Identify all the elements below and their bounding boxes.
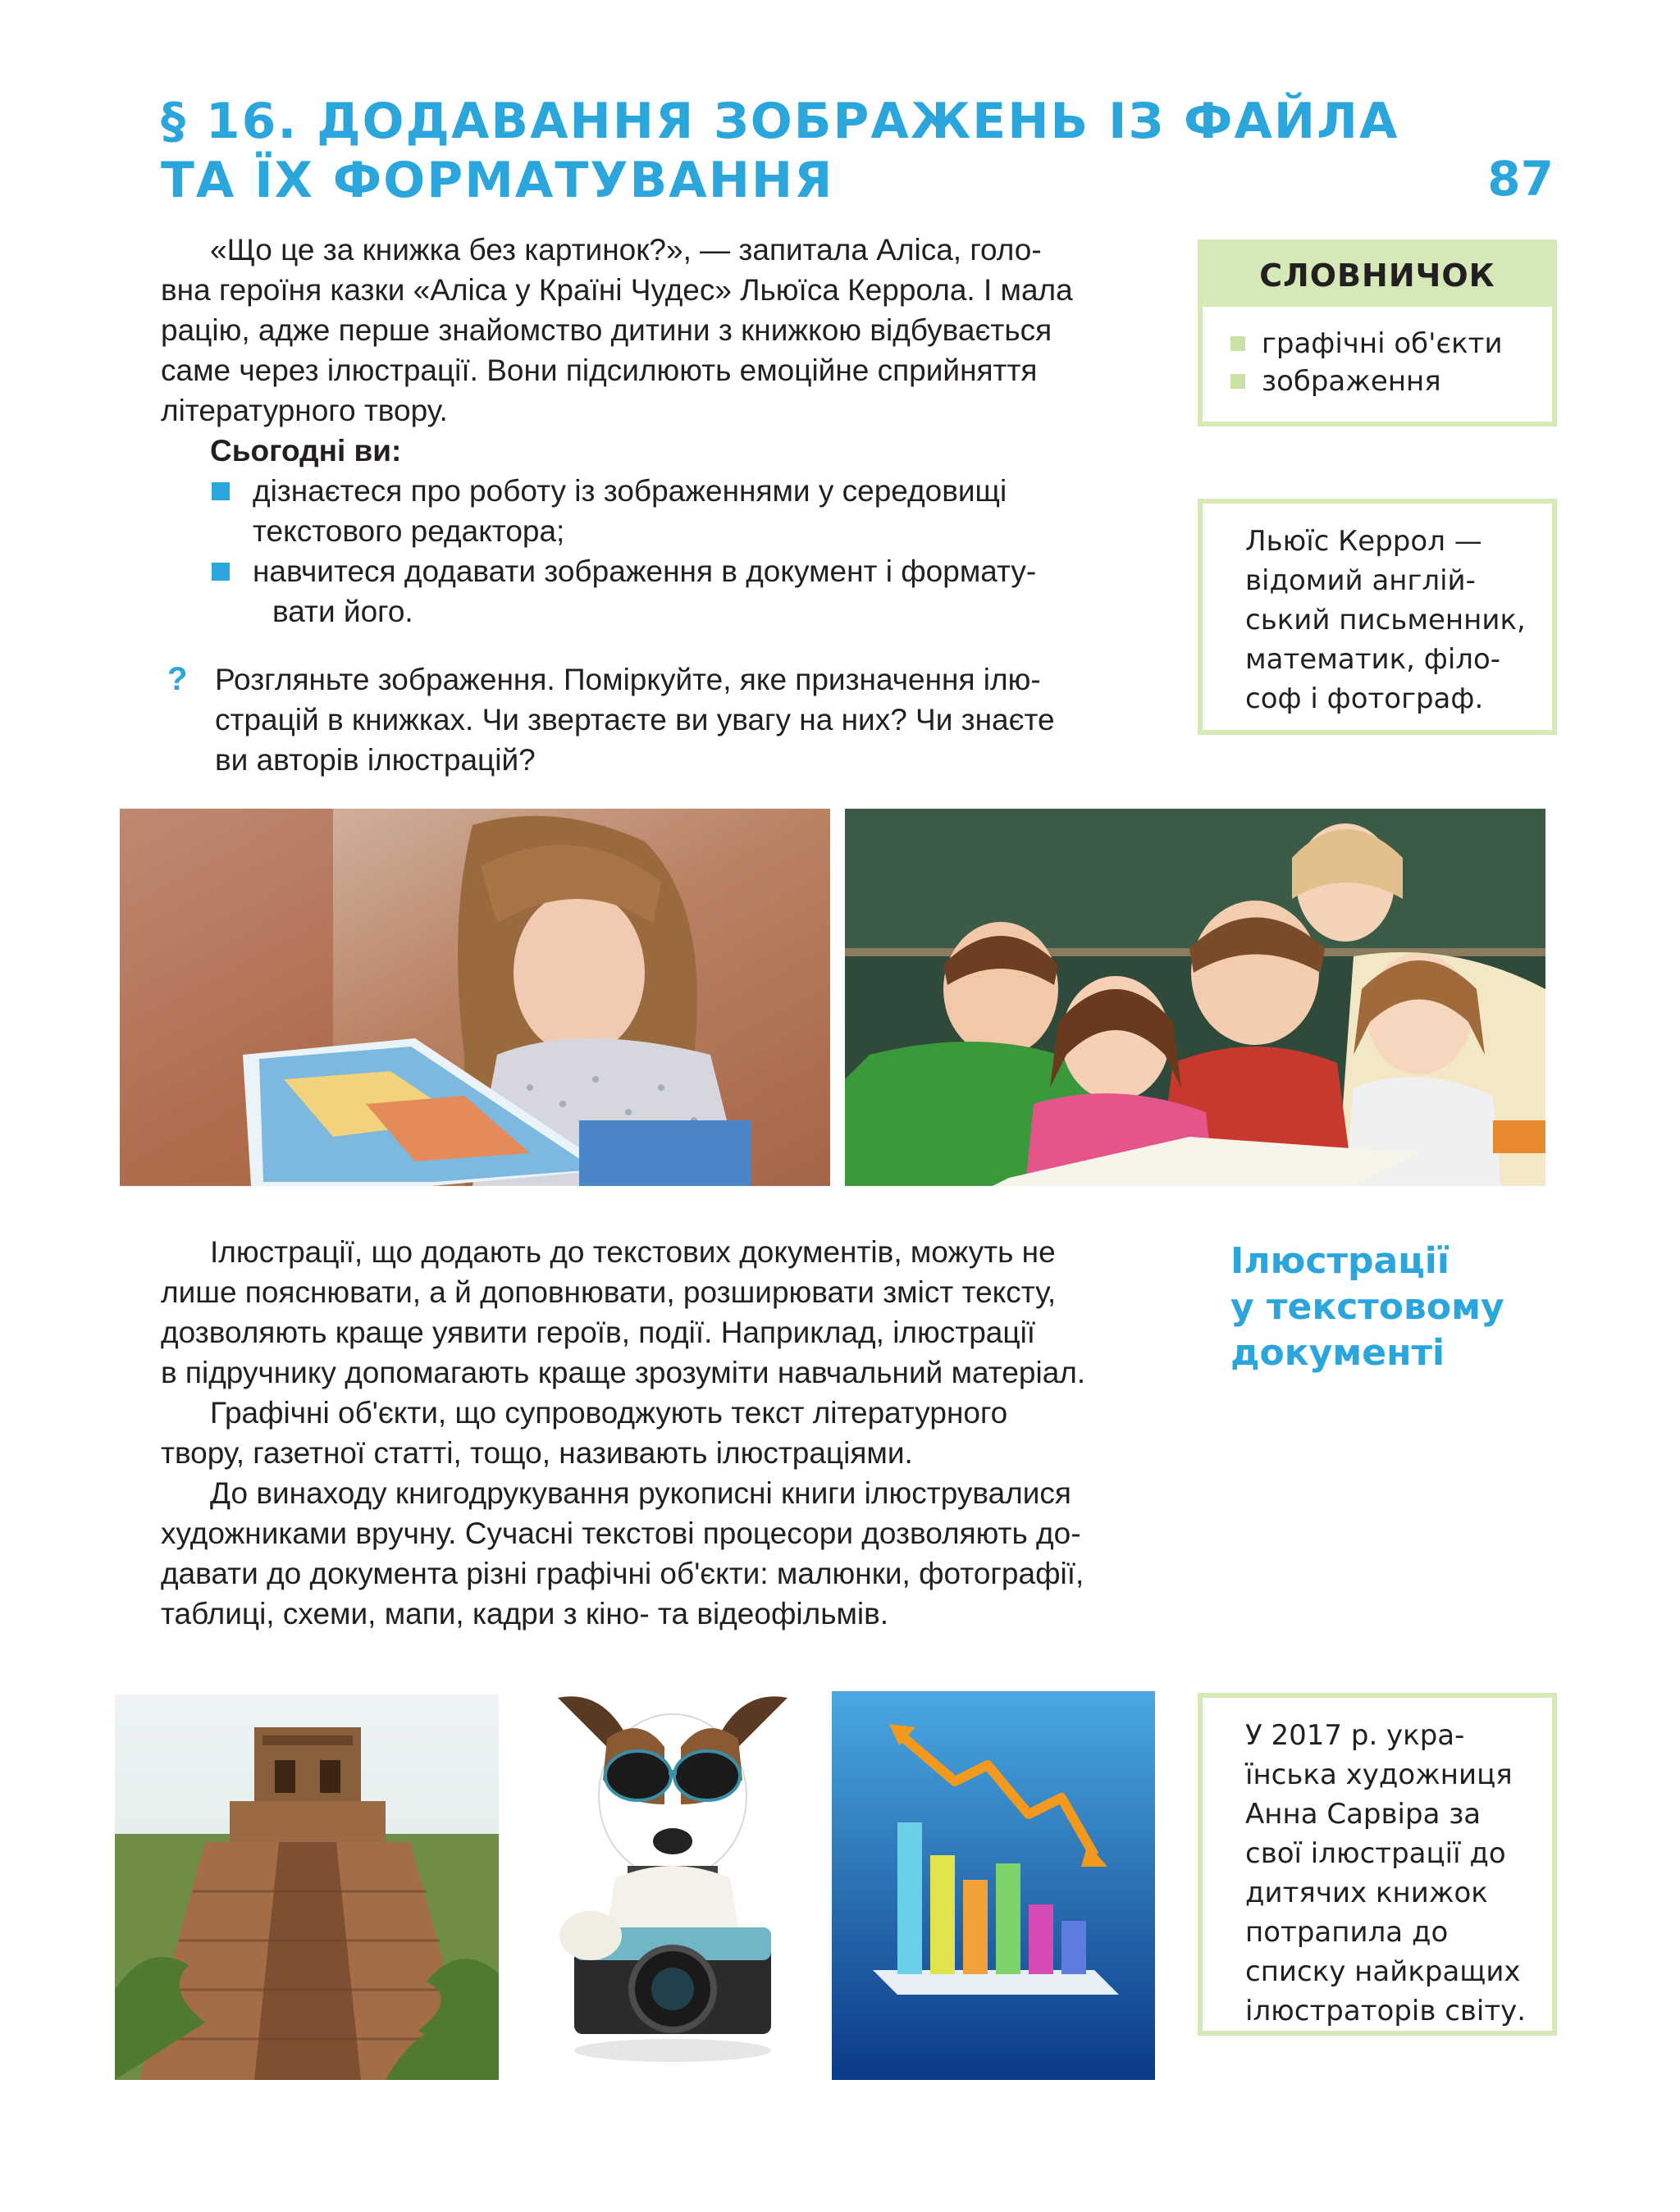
text-line: літературного твору. [161,394,448,427]
text-line: ви авторів ілюстрацій? [215,743,536,777]
text-line: страцій в книжках. Чи звертаєте ви увагу на них? Чи знаєте [215,703,1055,737]
text-line: Графічні об'єкти, що супроводжують текст літературного [210,1396,1008,1430]
text-line: таблиці, схеми, мапи, кадри з кіно- та відеофільмів. [161,1597,889,1630]
text-line: художниками вручну. Сучасні текстові процесори дозволяють до- [161,1516,1081,1550]
sarvira-note: У 2017 р. укра- їнська художниця Анна Сарвіра за свої ілюстрації до дитячих книжок потрапила до списку найкращих ілюстраторів світу. [1198,1693,1557,2036]
bullet-square-icon [1230,374,1245,389]
carroll-note: Льюїс Керрол — відомий англій- ський письменник, математик, філо- соф і фотограф. [1198,499,1557,735]
photo-dog-camera [541,1681,804,2064]
text-line: «Що це за книжка без картинок?», — запитала Аліса, голо- [210,233,1042,267]
photo-pyramid [115,1694,499,2080]
text-line: в підручнику допомагають краще зрозуміти навчальний матеріал. [161,1356,1086,1389]
goal-item: дізнаєтеся про роботу із зображеннями у середовищі текстового редактора; [161,471,1153,551]
photo-bar-chart [832,1691,1155,2080]
page-number: 87 [1487,151,1554,207]
glossary-item: графічні об'єкти [1230,325,1552,363]
text-line: вна героїня казки «Аліса у Країні Чудес» Льюїса Керрола. І мала [161,273,1073,307]
section-text [161,1232,1153,1634]
text-line: твору, газетної статті, тощо, називають ілюстраціями. [161,1436,913,1470]
question-mark-icon: ? [167,661,188,697]
glossary-item: зображення [1230,363,1552,400]
text-line: До винаходу книгодрукування рукописні книги ілюструвалися [210,1476,1071,1510]
bullet-square-icon [212,563,230,581]
text-line: рацію, адже перше знайомство дитини з книжкою відбувається [161,313,1052,347]
text-line: дозволяють краще уявити героїв, події. Наприклад, ілюстрації [161,1316,1036,1349]
text-line: давати до документа різні графічні об'єкти: малюнки, фотографії, [161,1557,1084,1590]
chapter-title-line-1: § 16. ДОДАВАННЯ ЗОБРАЖЕНЬ ІЗ ФАЙЛА [161,93,1399,150]
photo-girl-reading [120,809,830,1186]
today-heading: Сьогодні ви: [210,434,402,467]
chapter-title [161,92,1399,210]
bullet-square-icon [212,482,230,500]
glossary-heading: СЛОВНИЧОК [1203,244,1552,307]
question-block [167,659,1153,780]
text-line: Розгляньте зображення. Поміркуйте, яке призначення ілю- [215,663,1041,696]
glossary-box [1198,239,1557,426]
intro-paragraph [161,230,1153,632]
text-line: лише пояснювати, а й доповнювати, розширювати зміст тексту, [161,1275,1057,1309]
chapter-title-line-2: ТА ЇХ ФОРМАТУВАННЯ [161,152,834,209]
bullet-square-icon [1230,336,1245,351]
text-line: саме через ілюстрації. Вони підсилюють емоційне сприйняття [161,353,1038,387]
photo-children-reading [845,809,1545,1186]
goal-item: навчитеся додавати зображення в документ і формату- вати його. [161,551,1153,632]
side-heading: Ілюстрації у текстовому документі [1230,1240,1504,1374]
text-line: Ілюстрації, що додають до текстових документів, можуть не [210,1235,1056,1269]
